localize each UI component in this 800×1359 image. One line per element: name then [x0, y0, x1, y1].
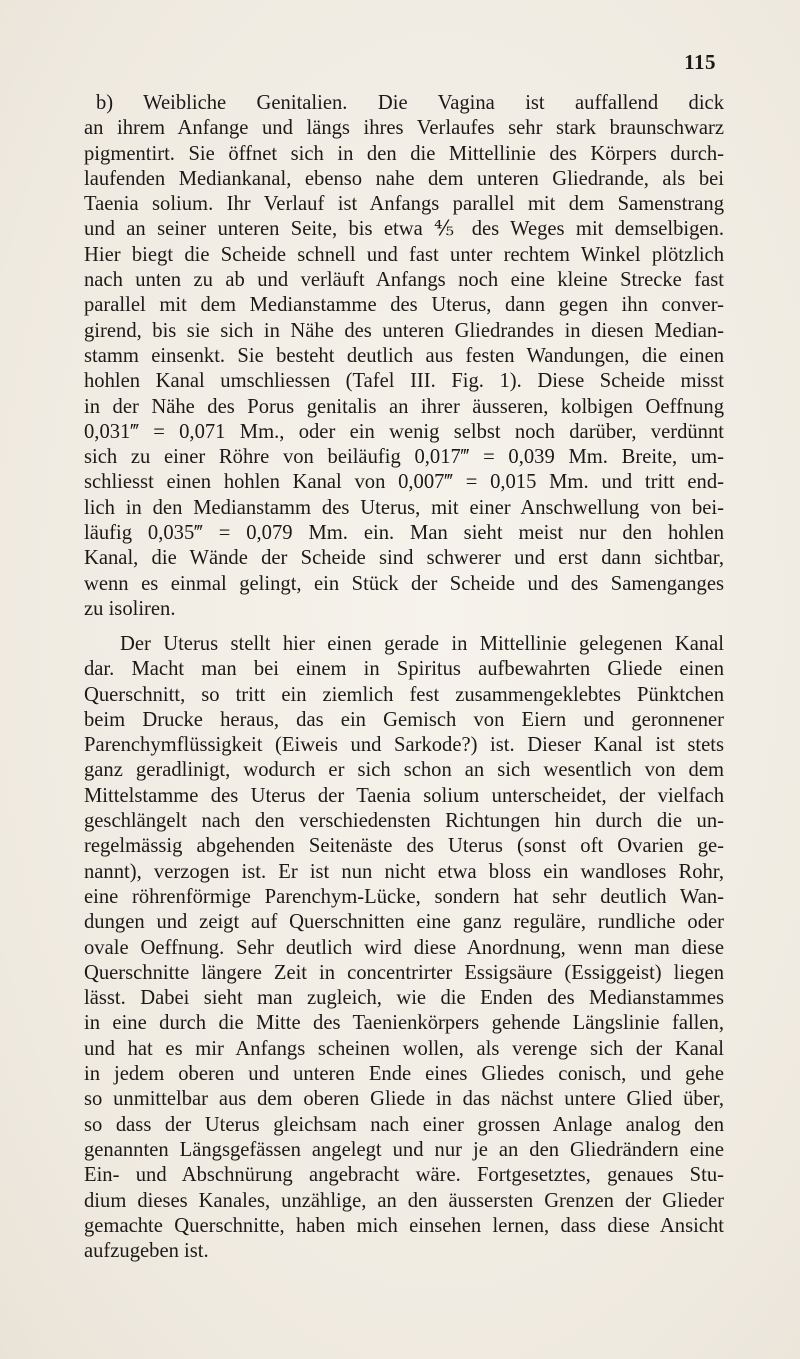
- text-line: dungen und zeigt auf Querschnitten eine ganz reguläre, rundliche oder: [84, 911, 724, 934]
- text-line: Querschnitt, so tritt ein ziemlich fest zusammengeklebtes Pünktchen: [84, 683, 724, 706]
- paragraph-weibliche-genitalien: [84, 91, 724, 622]
- text-line: so dass der Uterus gleichsam nach einer grossen Anlage analog den: [84, 1113, 724, 1136]
- text-line: nannt), verzogen ist. Er ist nun nicht etwa bloss ein wandloses Rohr,: [84, 860, 724, 883]
- page-number: 115: [684, 50, 716, 74]
- text-line: girend, bis sie sich in Nähe des unteren Gliedrandes in diesen Median-: [84, 319, 724, 342]
- text-line: lich in den Medianstamm des Uterus, mit einer Anschwellung von bei-: [84, 496, 724, 519]
- text-line: eine röhrenförmige Parenchym-Lücke, sondern hat sehr deutlich Wan-: [84, 885, 724, 908]
- text-line: aufzugeben ist.: [84, 1240, 209, 1263]
- text-line: zu isoliren.: [84, 597, 176, 620]
- text-line: läufig 0,035‴ = 0,079 Mm. ein. Man sieht meist nur den hohlen: [84, 522, 724, 545]
- text-line: lässt. Dabei sieht man zugleich, wie die Enden des Medianstammes: [84, 987, 724, 1010]
- text-line: beim Drucke heraus, das ein Gemisch von Eiern und geronnener: [84, 708, 724, 731]
- text-line: stamm einsenkt. Sie besteht deutlich aus festen Wandungen, die einen: [84, 344, 724, 367]
- text-line: 0,031‴ = 0,071 Mm., oder ein wenig selbst noch darüber, verdünnt: [84, 420, 724, 443]
- text-line: sich zu einer Röhre von beiläufig 0,017‴ = 0,039 Mm. Breite, um-: [84, 446, 724, 469]
- text-line: Parenchymflüssigkeit (Eiweis und Sarkode?) ist. Dieser Kanal ist stets: [84, 734, 724, 757]
- text-line: in eine durch die Mitte des Taenienkörpers gehende Längslinie fallen,: [84, 1012, 724, 1035]
- text-line: Ein- und Abschnürung angebracht wäre. Fortgesetztes, genaues Stu-: [84, 1164, 724, 1187]
- text-line: dar. Macht man bei einem in Spiritus aufbewahrten Gliede einen: [84, 658, 724, 681]
- text-line: ganz geradlinigt, wodurch er sich schon an sich wesentlich von dem: [84, 759, 724, 782]
- text-line: in der Nähe des Porus genitalis an ihrer äusseren, kolbigen Oeffnung: [84, 395, 724, 418]
- text-line: an ihrem Anfange und längs ihres Verlaufes sehr stark braunschwarz: [84, 117, 724, 140]
- text-line: nach unten zu ab und verläuft Anfangs noch eine kleine Strecke fast: [84, 269, 724, 292]
- text-line: in jedem oberen und unteren Ende eines Gliedes conisch, und gehe: [84, 1063, 724, 1086]
- paragraph-uterus: [84, 632, 724, 1264]
- text-line: Hier biegt die Scheide schnell und fast unter rechtem Winkel plötzlich: [84, 243, 724, 266]
- text-line: Kanal, die Wände der Scheide sind schwerer und erst dann sichtbar,: [84, 547, 724, 570]
- text-line: geschlängelt nach den verschiedensten Richtungen hin durch die un-: [84, 810, 724, 833]
- text-line: pigmentirt. Sie öffnet sich in den die Mittellinie des Körpers durch-: [84, 142, 724, 165]
- text-line: so unmittelbar aus dem oberen Gliede in das nächst untere Glied über,: [84, 1088, 724, 1111]
- text-line: und hat es mir Anfangs scheinen wollen, als verenge sich der Kanal: [84, 1037, 724, 1060]
- text-line: regelmässig abgehenden Seitenäste des Uterus (sonst oft Ovarien ge-: [84, 835, 724, 858]
- text-line: laufenden Mediankanal, ebenso nahe dem unteren Gliedrande, als bei: [84, 167, 724, 190]
- text-line: Der Uterus stellt hier einen gerade in Mittellinie gelegenen Kanal: [120, 633, 724, 655]
- text-line: Taenia solium. Ihr Verlauf ist Anfangs parallel mit dem Samenstrang: [84, 193, 724, 216]
- text-line: gemachte Querschnitte, haben mich einsehen lernen, dass diese Ansicht: [84, 1214, 724, 1237]
- text-line: genannten Längsgefässen angelegt und nur je an den Gliedrändern eine: [84, 1138, 724, 1161]
- text-line: schliesst einen hohlen Kanal von 0,007‴ = 0,015 Mm. und tritt end-: [84, 471, 724, 494]
- text-line: dium dieses Kanales, unzählige, an den äussersten Grenzen der Glieder: [84, 1189, 724, 1212]
- text-line: und an seiner unteren Seite, bis etwa ⅘ des Weges mit demselbigen.: [84, 218, 724, 241]
- text-line: b) Weibliche Genitalien. Die Vagina ist auffallend dick: [96, 92, 724, 114]
- text-line: Querschnitte längere Zeit in concentrirter Essigsäure (Essiggeist) liegen: [84, 961, 724, 984]
- text-line: parallel mit dem Medianstamme des Uterus, dann gegen ihn conver-: [84, 294, 724, 317]
- text-line: Mittelstamme des Uterus der Taenia solium unterscheidet, der vielfach: [84, 784, 724, 807]
- text-line: hohlen Kanal umschliessen (Tafel III. Fig. 1). Diese Scheide misst: [84, 370, 724, 393]
- text-line: wenn es einmal gelingt, ein Stück der Scheide und des Samenganges: [84, 572, 724, 595]
- text-line: ovale Oeffnung. Sehr deutlich wird diese Anordnung, wenn man diese: [84, 936, 724, 959]
